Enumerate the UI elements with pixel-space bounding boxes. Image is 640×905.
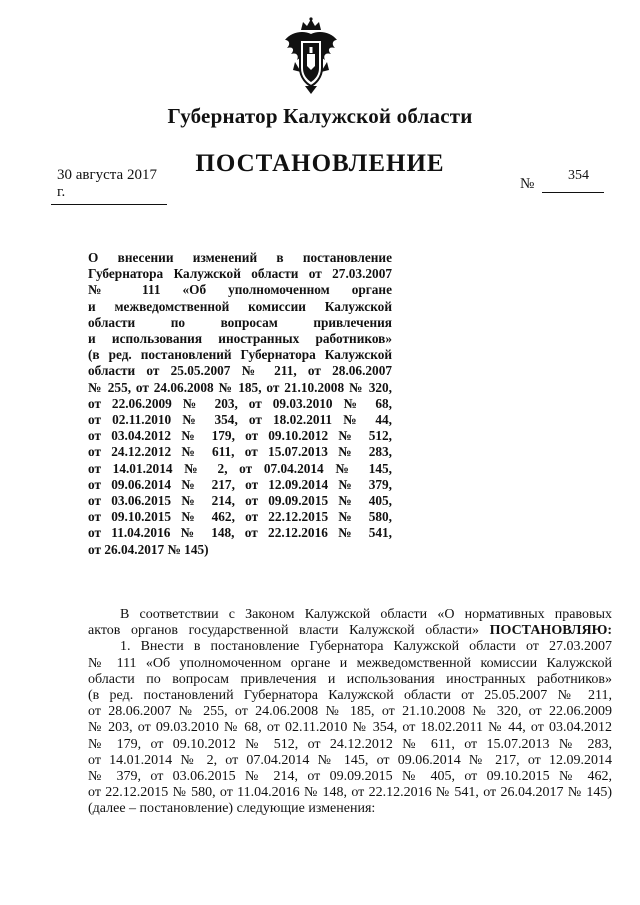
intro-line-with-decree [88, 623, 612, 639]
organization-name: Губернатор Калужской области [167, 104, 473, 128]
title-line: (в ред. постановлений Губернатора Калужской [88, 347, 392, 363]
decree-word: ПОСТАНОВЛЯЮ: [489, 623, 612, 639]
title-line: от 22.06.2009 № 203, от 09.03.2010 № 68, [88, 395, 392, 411]
title-line: от 03.06.2015 № 214, от 09.09.2015 № 405, [88, 493, 392, 509]
item-line: № 111 «Об уполномоченном органе и межведомственной комиссии Калужской [88, 655, 612, 671]
title-line: области по вопросам привлечения [88, 314, 392, 330]
title-line: от 03.04.2012 № 179, от 09.10.2012 № 512, [88, 428, 392, 444]
item-line: № 379, от 03.06.2015 № 214, от 09.09.2015 № 405, от 09.10.2015 № 462, [88, 769, 612, 785]
title-line: от 11.04.2016 № 148, от 22.12.2016 № 541, [88, 525, 392, 541]
item-line: области по вопросам привлечения и использования иностранных работников» [88, 671, 612, 687]
title-line: О внесении изменений в постановление [88, 250, 392, 265]
item-line: от 28.06.2007 № 255, от 24.06.2008 № 185, от 21.10.2008 № 320, от 22.06.2009 [88, 704, 612, 720]
document-body [88, 607, 612, 818]
title-line: № 255, от 24.06.2008 № 185, от 21.10.2008 № 320, [88, 379, 392, 395]
item-line: № 179, от 09.10.2012 № 512, от 24.12.2012 № 611, от 15.07.2013 № 283, [88, 736, 612, 752]
document-number: 354 [568, 168, 589, 183]
item-line: (в ред. постановлений Губернатора Калужской области от 25.05.2007 № 211, [88, 688, 612, 704]
title-line: от 26.04.2017 № 145) [88, 541, 209, 557]
document-date: 30 августа 2017 г. [51, 167, 167, 205]
document-type: ПОСТАНОВЛЕНИЕ [195, 150, 445, 177]
title-line: от 09.06.2014 № 217, от 12.09.2014 № 379, [88, 476, 392, 492]
item-line: от 22.12.2015 № 580, от 11.04.2016 № 148, от 22.12.2016 № 541, от 26.04.2017 № 145) [88, 785, 612, 801]
title-line: области от 25.05.2007 № 211, от 28.06.2007 [88, 363, 392, 379]
title-line: от 02.11.2010 № 354, от 18.02.2011 № 44, [88, 412, 392, 428]
title-line: от 24.12.2012 № 611, от 15.07.2013 № 283, [88, 444, 392, 460]
intro-line: В соответствии с Законом Калужской области «О нормативных правовых [120, 607, 612, 622]
intro-line: актов органов государственной власти Калужской области» [88, 623, 480, 639]
title-line: от 09.10.2015 № 462, от 22.12.2015 № 580, [88, 509, 392, 525]
title-line: и межведомственной комиссии Калужской [88, 298, 392, 314]
number-label: № [520, 176, 535, 192]
title-line: № 111 «Об уполномоченном органе [88, 282, 392, 298]
title-line: Губернатора Калужской области от 27.03.2007 [88, 266, 392, 282]
coat-of-arms-emblem [281, 16, 341, 94]
number-underline [542, 192, 604, 193]
item-line: 1. Внести в постановление Губернатора Калужской области от 27.03.2007 [120, 639, 612, 655]
item-line: от 14.01.2014 № 2, от 07.04.2014 № 145, от 09.06.2014 № 217, от 12.09.2014 [88, 752, 612, 768]
document-title [88, 250, 392, 558]
title-line: и использования иностранных работников» [88, 331, 392, 347]
item-line: (далее – постановление) следующие изменения: [88, 801, 376, 817]
title-line: от 14.01.2014 № 2, от 07.04.2014 № 145, [88, 460, 392, 476]
item-line: № 203, от 09.03.2010 № 68, от 02.11.2010 № 354, от 18.02.2011 № 44, от 03.04.2012 [88, 720, 612, 736]
